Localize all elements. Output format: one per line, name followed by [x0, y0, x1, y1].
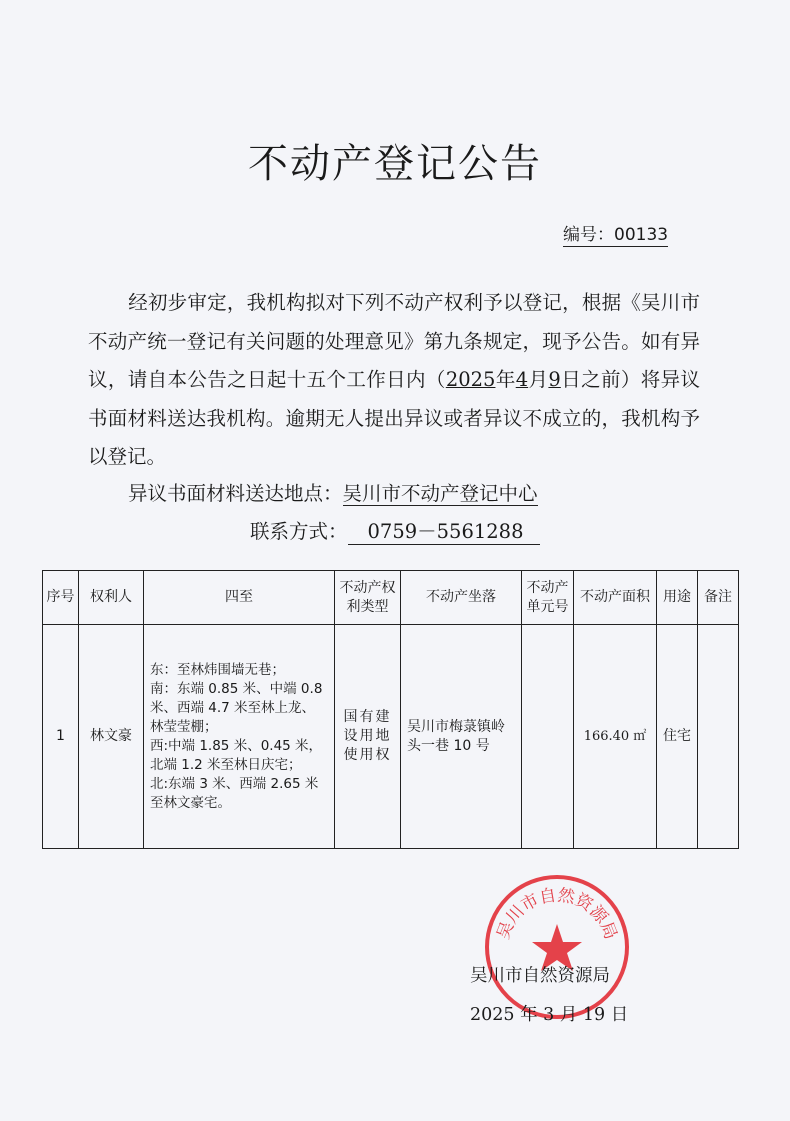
contact-info	[250, 516, 540, 545]
registration-table	[42, 570, 739, 849]
header-location: 不动产坐落	[401, 571, 522, 625]
objection-address-label: 异议书面材料送达地点：	[128, 482, 343, 505]
header-right-type: 不动产权利类型	[335, 571, 401, 625]
deadline-year-char: 年	[495, 368, 516, 391]
deadline-day: 9	[548, 368, 561, 391]
page-title: 不动产登记公告	[248, 141, 542, 187]
cell-owner: 林文豪	[79, 625, 144, 849]
header-seq: 序号	[43, 571, 79, 625]
seal-text-path: 吴川市自然资源局	[493, 885, 621, 943]
header-bounds: 四至	[144, 571, 335, 625]
header-area: 不动产面积	[574, 571, 657, 625]
deadline-year: 2025	[445, 368, 496, 391]
contact-label: 联系方式：	[250, 520, 348, 543]
issue-date: 2025 年 3 月 19 日	[470, 1005, 629, 1025]
cell-seq: 1	[43, 625, 79, 849]
objection-address-value: 吴川市不动产登记中心	[342, 482, 538, 505]
cell-bounds: 东：至林炜围墙无巷； 南：东端 0.85 米、中端 0.8 米、西端 4.7 米至林上龙、林莹莹棚； 西:中端 1.85 米、0.45 米，北端 1.2 米至林日庆宅； 北:东端 3 米、西端 2.65 米至林文豪宅。	[144, 625, 335, 849]
official-seal	[482, 872, 632, 1022]
notice-text-part2: 日之前）将异议书面材料送达我机构。逾期无人提出异议或者异议不成立的，我机构予以登记。	[88, 368, 700, 468]
cell-location: 吴川市梅菉镇岭头一巷 10 号	[401, 625, 522, 849]
document-number: 编号：00133	[563, 220, 668, 247]
deadline-month-char: 月	[528, 368, 549, 391]
deadline-month: 4	[515, 368, 529, 391]
table-header-row	[43, 571, 739, 625]
header-use: 用途	[657, 571, 698, 625]
objection-address	[128, 478, 538, 506]
header-owner: 权利人	[79, 571, 144, 625]
cell-use: 住宅	[657, 625, 698, 849]
cell-note	[698, 625, 739, 849]
issuer-name: 吴川市自然资源局	[470, 966, 610, 986]
header-unit-no: 不动产单元号	[522, 571, 574, 625]
cell-area: 166.40 ㎡	[574, 625, 657, 849]
cell-right-type: 国有建设用地使用权	[335, 625, 401, 849]
cell-unit-no	[522, 625, 574, 849]
notice-text-part1: 经初步审定，我机构拟对下列不动产权利予以登记，根据《吴川市不动产统一登记有关问题的处理意见》第九条规定，现予公告。如有异议，请自本公告之日起十五个工作日内（	[88, 291, 700, 391]
notice-paragraph	[88, 284, 700, 477]
table-row	[43, 625, 739, 849]
contact-phone: 0759－5561288	[348, 516, 540, 545]
header-note: 备注	[698, 571, 739, 625]
